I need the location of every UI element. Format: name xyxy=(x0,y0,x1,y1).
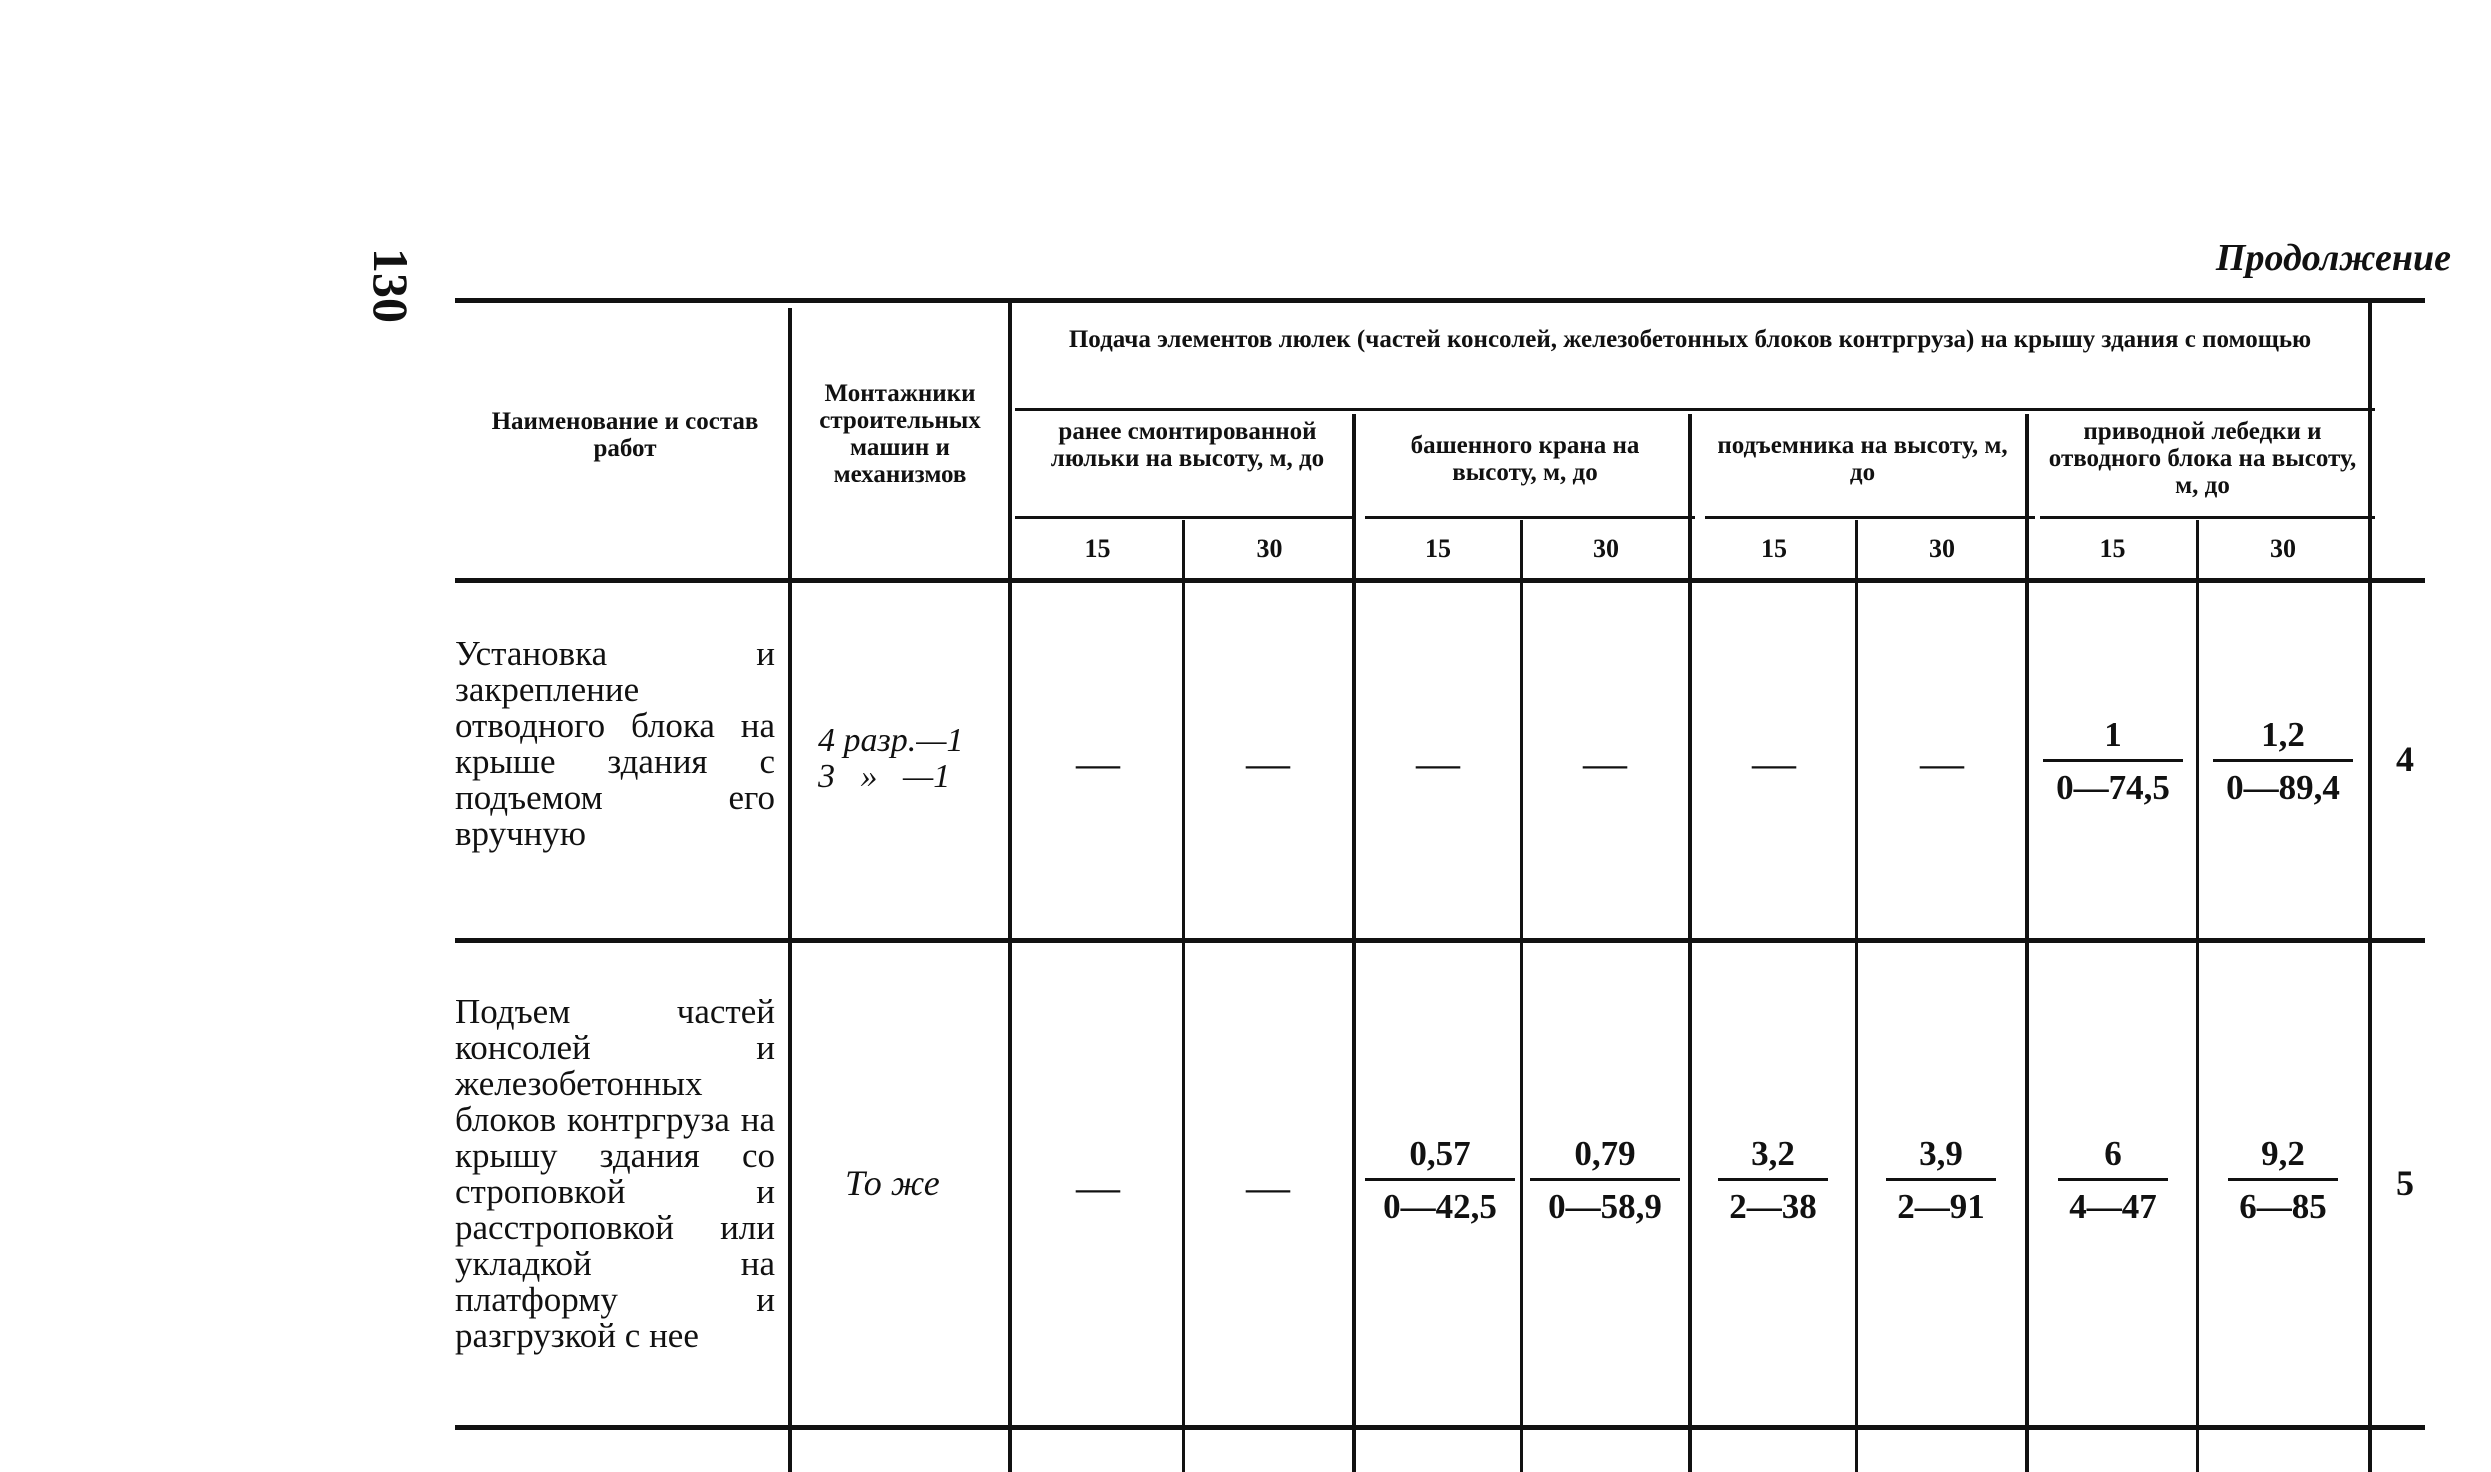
row1-index: 4 xyxy=(2396,739,2414,779)
col-rule-work xyxy=(788,308,792,1472)
row2-cell-g2-30-den: 0—58,9 xyxy=(1530,1178,1680,1227)
col-rule-g1-sub xyxy=(1182,520,1185,1472)
header-installers: Монтажники строительных машин и механизмов xyxy=(819,380,981,488)
header-group-1: ранее смонтированной люльки на высоту, м, до xyxy=(1050,418,1325,472)
row2-cell-g3-15-num: 3,2 xyxy=(1751,1134,1795,1173)
row2-cell-g4-15-den: 4—47 xyxy=(2058,1178,2168,1227)
col-rule-g2-sub xyxy=(1520,520,1523,1472)
header-height-g3-15: 15 xyxy=(1761,534,1787,563)
continued-label: Продолжение xyxy=(2215,237,2451,279)
row2-cell-g4-30-num: 9,2 xyxy=(2261,1134,2305,1173)
header-group-3: подъемника на высоту, м, до xyxy=(1717,432,2008,486)
row2-cell-g3-15-den: 2—38 xyxy=(1718,1178,1828,1227)
col-rule-g3 xyxy=(2025,414,2029,1472)
row2-cell-g2-30 xyxy=(1530,1134,1680,1227)
row-divider-2 xyxy=(455,1425,2425,1430)
header-height-g3-30: 30 xyxy=(1929,534,1955,563)
row1-installers-line1: 4 разр.—1 xyxy=(818,722,964,759)
row1-cell-g1-30: — xyxy=(1246,739,1290,788)
row1-cell-g3-15: — xyxy=(1752,739,1796,788)
row2-cell-g4-30-den: 6—85 xyxy=(2228,1178,2338,1227)
table-top-rule xyxy=(455,298,2425,303)
row2-cell-g4-15 xyxy=(2058,1134,2168,1227)
row2-index: 5 xyxy=(2396,1163,2414,1203)
row2-cell-g3-30-den: 2—91 xyxy=(1886,1178,1996,1227)
row1-cell-g4-15-den: 0—74,5 xyxy=(2043,759,2183,808)
header-group-4: приводной лебедки и отводного блока на высоту, м, до xyxy=(2048,418,2357,499)
row-divider-1 xyxy=(455,938,2425,943)
row2-cell-g4-30 xyxy=(2228,1134,2338,1227)
row1-cell-g1-15: — xyxy=(1076,739,1120,788)
subheader-rule-3 xyxy=(1705,516,2035,519)
row1-cell-g4-30 xyxy=(2213,715,2353,808)
row2-work-name: Подъем частей консолей и железобетонных блоков контргруза на крышу здания со строповкой и расстроповкой или укладкой на платформу и разгрузкой с нее xyxy=(455,992,775,1355)
row1-work-name: Установка и закрепление отводного блока на крыше здания с подъемом его вручную xyxy=(455,634,775,853)
header-work-name: Наименование и состав работ xyxy=(491,408,759,462)
row1-cell-g4-15-num: 1 xyxy=(2104,715,2122,754)
row2-cell-g2-30-num: 0,79 xyxy=(1574,1134,1636,1173)
header-height-g4-15: 15 xyxy=(2099,534,2126,563)
header-height-g1-30: 30 xyxy=(1256,534,1283,563)
row1-installers-line2: 3 » —1 xyxy=(818,758,951,795)
row2-cell-g2-15-den: 0—42,5 xyxy=(1365,1178,1515,1227)
subheader-rule-4 xyxy=(2040,516,2375,519)
header-bottom-rule xyxy=(455,578,2425,583)
header-feed: Подача элементов люлек (частей консолей, железобетонных блоков контргруза) на крышу здания с помощью xyxy=(1068,326,2312,353)
row1-cell-g4-30-den: 0—89,4 xyxy=(2213,759,2353,808)
row1-cell-g3-30: — xyxy=(1920,739,1964,788)
row2-cell-g2-15 xyxy=(1365,1134,1515,1227)
row2-cell-g4-15-num: 6 xyxy=(2104,1134,2122,1173)
row2-cell-g3-15 xyxy=(1718,1134,1828,1227)
subheader-rule-2 xyxy=(1365,516,1695,519)
row2-cell-g3-30-num: 3,9 xyxy=(1919,1134,1963,1173)
row1-cell-g4-30-num: 1,2 xyxy=(2261,715,2305,754)
row1-cell-g4-15 xyxy=(2043,715,2183,808)
col-rule-g1 xyxy=(1352,414,1356,1472)
group-header-rule xyxy=(1015,408,2375,411)
row1-cell-g2-30: — xyxy=(1583,739,1627,788)
row2-cell-g1-30: — xyxy=(1246,1163,1290,1212)
col-rule-g2 xyxy=(1688,414,1692,1472)
col-rule-g4-sub xyxy=(2196,520,2199,1472)
header-group-2: башенного крана на высоту, м, до xyxy=(1410,432,1640,486)
col-rule-g4 xyxy=(2368,300,2372,1472)
col-rule-g3-sub xyxy=(1855,520,1858,1472)
col-rule-installers xyxy=(1008,300,1012,1472)
row2-cell-g3-30 xyxy=(1886,1134,1996,1227)
header-height-g1-15: 15 xyxy=(1084,534,1111,563)
header-height-g2-15: 15 xyxy=(1425,534,1451,563)
row2-installers: То же xyxy=(845,1163,940,1203)
header-height-g2-30: 30 xyxy=(1593,534,1619,563)
page-number: 130 xyxy=(363,248,419,323)
subheader-rule-1 xyxy=(1015,516,1355,519)
row2-cell-g1-15: — xyxy=(1076,1163,1120,1212)
header-height-g4-30: 30 xyxy=(2270,534,2296,563)
row2-cell-g2-15-num: 0,57 xyxy=(1409,1134,1471,1173)
row1-cell-g2-15: — xyxy=(1416,739,1460,788)
